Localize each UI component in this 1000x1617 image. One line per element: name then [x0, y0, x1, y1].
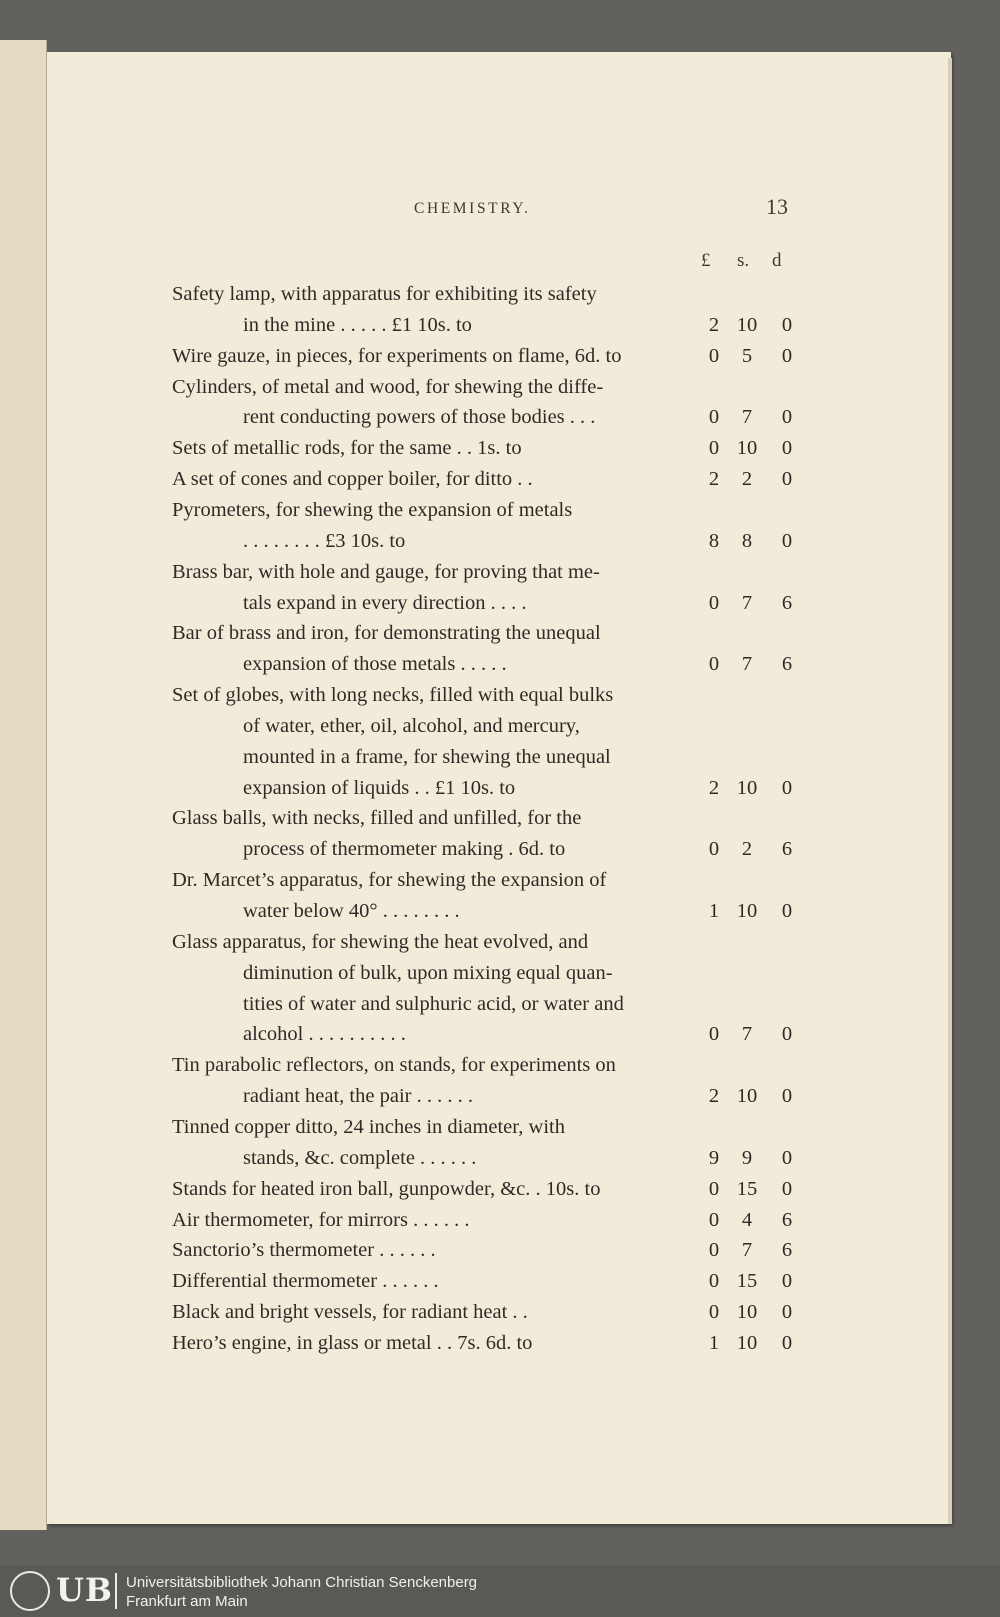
list-line — [0, 468, 1000, 498]
item-text: Stands for heated iron ball, gunpowder, &c. . 10s. to — [172, 1177, 601, 1200]
list-line — [0, 1301, 1000, 1331]
pence-value: 0 — [781, 1177, 793, 1200]
item-text: Tin parabolic reflectors, on stands, for experiments on — [172, 1054, 616, 1077]
item-text: Safety lamp, with apparatus for exhibiting its safety — [172, 283, 597, 305]
shillings-value: 2 — [741, 838, 753, 861]
pounds-value: 9 — [708, 1146, 720, 1169]
list-line — [0, 1239, 1000, 1269]
library-footer-bar — [0, 1565, 1000, 1617]
list-line — [0, 1116, 1000, 1146]
item-text: Dr. Marcet’s apparatus, for shewing the expansion of — [172, 869, 607, 892]
logo-divider — [115, 1573, 117, 1609]
item-text: tities of water and sulphuric acid, or water and — [243, 992, 624, 1015]
item-text: Brass bar, with hole and gauge, for proving that me- — [172, 560, 600, 583]
pence-value: 0 — [781, 437, 793, 460]
shillings-value: 8 — [741, 529, 753, 552]
pence-value: 0 — [781, 1023, 793, 1046]
list-line — [0, 592, 1000, 622]
list-line — [0, 838, 1000, 868]
page-number: 13 — [766, 194, 788, 219]
pence-value: 0 — [781, 1146, 793, 1169]
ub-logo-text: UB — [56, 1571, 113, 1609]
shillings-value: 5 — [741, 344, 753, 367]
item-text: Bar of brass and iron, for demonstrating the unequal — [172, 622, 601, 645]
item-text: Glass balls, with necks, filled and unfilled, for the — [172, 807, 582, 830]
shillings-value: 10 — [736, 313, 758, 336]
pounds-value: 2 — [708, 468, 720, 491]
column-head-shillings: s. — [737, 250, 750, 271]
item-text: Set of globes, with long necks, filled with equal bulks — [172, 684, 614, 707]
pence-value: 0 — [781, 468, 793, 491]
pence-value: 6 — [781, 1208, 793, 1231]
pence-value: 0 — [781, 1331, 793, 1354]
list-line — [0, 1332, 1000, 1362]
list-line — [0, 900, 1000, 930]
list-line — [0, 622, 1000, 652]
item-text: tals expand in every direction . . . . — [243, 591, 527, 614]
pounds-value: 0 — [708, 591, 720, 614]
shillings-value: 10 — [736, 1085, 758, 1108]
pounds-value: 2 — [708, 1085, 720, 1108]
item-text: of water, ether, oil, alcohol, and mercury, — [243, 714, 580, 737]
item-text: Air thermometer, for mirrors . . . . . . — [172, 1208, 470, 1231]
item-text: Wire gauze, in pieces, for experiments on flame, 6d. to — [172, 344, 622, 367]
pence-value: 0 — [781, 900, 793, 922]
list-line — [0, 931, 1000, 961]
pence-value: 6 — [781, 1239, 793, 1262]
list-line — [0, 1085, 1000, 1115]
pounds-value: 2 — [708, 776, 720, 799]
pence-value: 0 — [781, 1085, 793, 1108]
item-text: Pyrometers, for shewing the expansion of metals — [172, 498, 573, 521]
pence-value: 6 — [781, 653, 793, 676]
item-text: Glass apparatus, for shewing the heat evolved, and — [172, 930, 589, 953]
list-line — [0, 1054, 1000, 1084]
list-line — [0, 530, 1000, 560]
list-line — [0, 499, 1000, 529]
item-text: expansion of liquids . . £1 10s. to — [243, 776, 516, 799]
item-text: A set of cones and copper boiler, for ditto . . — [172, 468, 533, 491]
list-line — [0, 437, 1000, 467]
library-seal-icon — [10, 1571, 50, 1611]
shillings-value: 15 — [736, 1270, 758, 1293]
item-text: . . . . . . . . £3 10s. to — [243, 529, 406, 552]
item-text: Hero’s engine, in glass or metal . . 7s. 6d. to — [172, 1331, 533, 1354]
shillings-value: 7 — [741, 1239, 753, 1262]
item-text: rent conducting powers of those bodies . . . — [243, 406, 596, 429]
list-line — [0, 314, 1000, 344]
shillings-value: 4 — [741, 1208, 753, 1231]
pounds-value: 0 — [708, 1208, 720, 1231]
item-text: mounted in a frame, for shewing the unequal — [243, 745, 611, 768]
item-text: alcohol . . . . . . . . . . — [243, 1023, 406, 1046]
shillings-value: 10 — [736, 900, 758, 922]
pounds-value: 0 — [708, 437, 720, 460]
pounds-value: 0 — [708, 838, 720, 861]
pence-value: 0 — [781, 313, 793, 336]
shillings-value: 9 — [741, 1146, 753, 1169]
list-line — [0, 1209, 1000, 1239]
item-text: Black and bright vessels, for radiant heat . . — [172, 1301, 528, 1324]
list-line — [0, 406, 1000, 436]
item-text: Differential thermometer . . . . . . — [172, 1270, 439, 1293]
item-text: radiant heat, the pair . . . . . . — [243, 1085, 473, 1108]
pence-value: 0 — [781, 529, 793, 552]
list-line — [0, 1023, 1000, 1053]
pounds-value: 1 — [708, 900, 720, 922]
pence-value: 0 — [781, 1270, 793, 1293]
pounds-value: 8 — [708, 529, 720, 552]
list-line — [0, 993, 1000, 1023]
list-line — [0, 715, 1000, 745]
pence-value: 6 — [781, 591, 793, 614]
pence-value: 0 — [781, 406, 793, 429]
shillings-value: 7 — [741, 653, 753, 676]
pence-value: 0 — [781, 1301, 793, 1324]
list-line — [0, 684, 1000, 714]
pounds-value: 0 — [708, 1239, 720, 1262]
shillings-value: 2 — [741, 468, 753, 491]
pounds-value: 0 — [708, 653, 720, 676]
item-text: process of thermometer making . 6d. to — [243, 838, 566, 861]
list-line — [0, 283, 1000, 313]
list-line — [0, 1147, 1000, 1177]
column-head-pence: d — [772, 250, 782, 271]
item-text: Sets of metallic rods, for the same . . 1s. to — [172, 437, 522, 460]
shillings-value: 7 — [741, 406, 753, 429]
shillings-value: 10 — [736, 1331, 758, 1354]
pounds-value: 0 — [708, 1301, 720, 1324]
shillings-value: 10 — [736, 776, 758, 799]
item-text: expansion of those metals . . . . . — [243, 653, 507, 676]
list-line — [0, 345, 1000, 375]
running-head: CHEMISTRY. — [414, 200, 531, 217]
shillings-value: 7 — [741, 591, 753, 614]
shillings-value: 7 — [741, 1023, 753, 1046]
item-text: water below 40° . . . . . . . . — [243, 900, 460, 922]
shillings-value: 15 — [736, 1177, 758, 1200]
item-text: Tinned copper ditto, 24 inches in diameter, with — [172, 1115, 565, 1138]
shillings-value: 10 — [736, 1301, 758, 1324]
institution-line-2: Frankfurt am Main — [126, 1593, 248, 1610]
list-line — [0, 376, 1000, 406]
list-line — [0, 777, 1000, 807]
list-line — [0, 746, 1000, 776]
institution-name — [126, 1573, 477, 1611]
list-line — [0, 653, 1000, 683]
pounds-value: 0 — [708, 406, 720, 429]
list-line — [0, 1178, 1000, 1208]
pence-value: 0 — [781, 344, 793, 367]
item-text: in the mine . . . . . £1 10s. to — [243, 313, 472, 336]
list-line — [0, 807, 1000, 837]
pence-value: 6 — [781, 838, 793, 861]
list-line — [0, 962, 1000, 992]
pounds-value: 0 — [708, 1177, 720, 1200]
pounds-value: 0 — [708, 1270, 720, 1293]
list-line — [0, 561, 1000, 591]
list-line — [0, 1270, 1000, 1300]
pounds-value: 2 — [708, 313, 720, 336]
item-text: stands, &c. complete . . . . . . — [243, 1146, 477, 1169]
item-text: diminution of bulk, upon mixing equal quan- — [243, 961, 613, 984]
list-line — [0, 869, 1000, 899]
ub-logo — [10, 1571, 114, 1611]
item-text: Sanctorio’s thermometer . . . . . . — [172, 1239, 436, 1262]
pounds-value: 0 — [708, 1023, 720, 1046]
item-text: Cylinders, of metal and wood, for shewing the diffe- — [172, 375, 604, 398]
institution-line-1: Universitätsbibliothek Johann Christian Senckenberg — [126, 1574, 478, 1591]
pounds-value: 1 — [708, 1331, 720, 1354]
pence-value: 0 — [781, 776, 793, 799]
pounds-value: 0 — [708, 344, 720, 367]
shillings-value: 10 — [736, 437, 758, 460]
page-header — [0, 196, 1000, 226]
column-head-pounds: £ — [701, 250, 711, 271]
